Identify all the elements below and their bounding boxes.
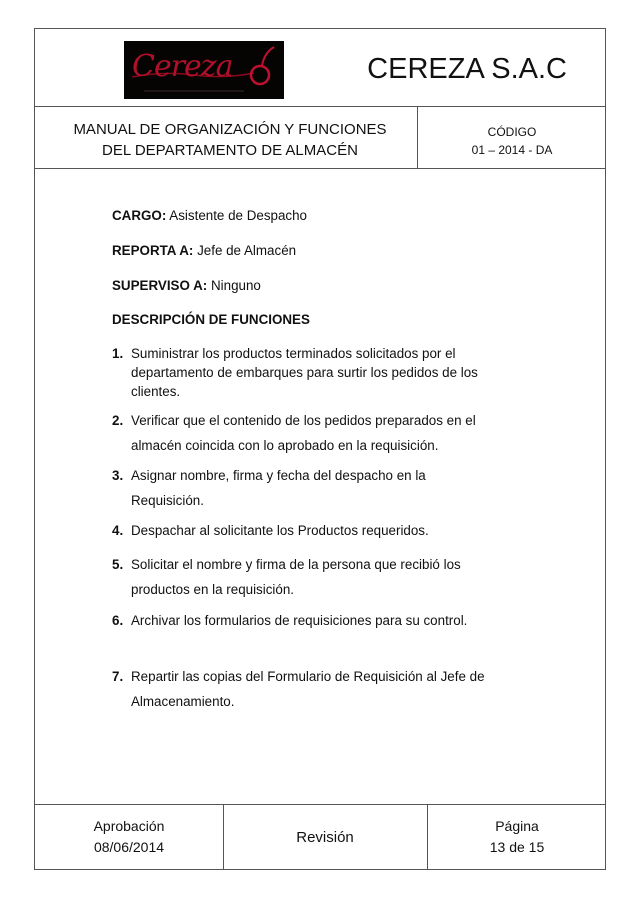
function-text: Solicitar el nombre y firma de la persona que recibió los productos en la requisición. — [131, 557, 461, 597]
cargo-value: Asistente de Despacho — [169, 208, 308, 223]
approval-date: 08/06/2014 — [93, 839, 165, 855]
function-text: Despachar al solicitante los Productos requeridos. — [131, 523, 429, 538]
function-text: Archivar los formularios de requisiciones para su control. — [131, 613, 468, 628]
supervisa-label: SUPERVISO A: — [112, 278, 208, 293]
reporta-field — [112, 243, 296, 258]
approval-cell — [35, 804, 223, 870]
reporta-value: Jefe de Almacén — [197, 243, 297, 258]
function-text: Repartir las copias del Formulario de Requisición al Jefe de Almacenamiento. — [131, 669, 485, 709]
function-text: Suministrar los productos terminados solicitados por el departamento de embarques para surtir los pedidos de los clientes. — [131, 346, 478, 399]
manual-title-line2: DEL DEPARTAMENTO DE ALMACÉN — [102, 142, 358, 159]
approval-label: Aprobación — [93, 818, 165, 834]
function-number: 3. — [112, 468, 124, 483]
code-label: CÓDIGO — [487, 125, 537, 139]
function-number: 5. — [112, 557, 124, 572]
manual-title-line1: MANUAL DE ORGANIZACIÓN Y FUNCIONES — [73, 121, 387, 138]
revision-cell — [223, 804, 427, 870]
logo-text: Cereza — [132, 49, 233, 84]
function-number: 1. — [112, 346, 124, 361]
page-cell — [427, 804, 607, 870]
page-label: Página — [495, 818, 539, 834]
function-number: 7. — [112, 669, 124, 684]
code-box — [418, 123, 606, 159]
reporta-label: REPORTA A: — [112, 243, 194, 258]
function-text: Verificar que el contenido de los pedidos preparados en el almacén coincida con lo aprobado en la requisición. — [131, 413, 476, 453]
function-number: 4. — [112, 523, 124, 538]
supervisa-value: Ninguno — [210, 278, 261, 293]
function-number: 2. — [112, 413, 124, 428]
cargo-field — [112, 208, 307, 223]
divider — [35, 106, 605, 107]
divider — [35, 168, 605, 169]
function-number: 6. — [112, 613, 124, 628]
section-title: DESCRIPCIÓN DE FUNCIONES — [112, 312, 310, 327]
cargo-label: CARGO: — [112, 208, 167, 223]
page-number: 13 de 15 — [489, 839, 545, 855]
footer — [35, 804, 607, 870]
code-value: 01 – 2014 - DA — [471, 143, 553, 157]
function-text: Asignar nombre, firma y fecha del despacho en la Requisición. — [131, 468, 426, 508]
revision-label: Revisión — [296, 828, 354, 846]
company-name: CEREZA S.A.C — [367, 53, 567, 85]
manual-title — [45, 119, 415, 161]
supervisa-field — [112, 278, 261, 293]
company-logo — [124, 41, 284, 99]
